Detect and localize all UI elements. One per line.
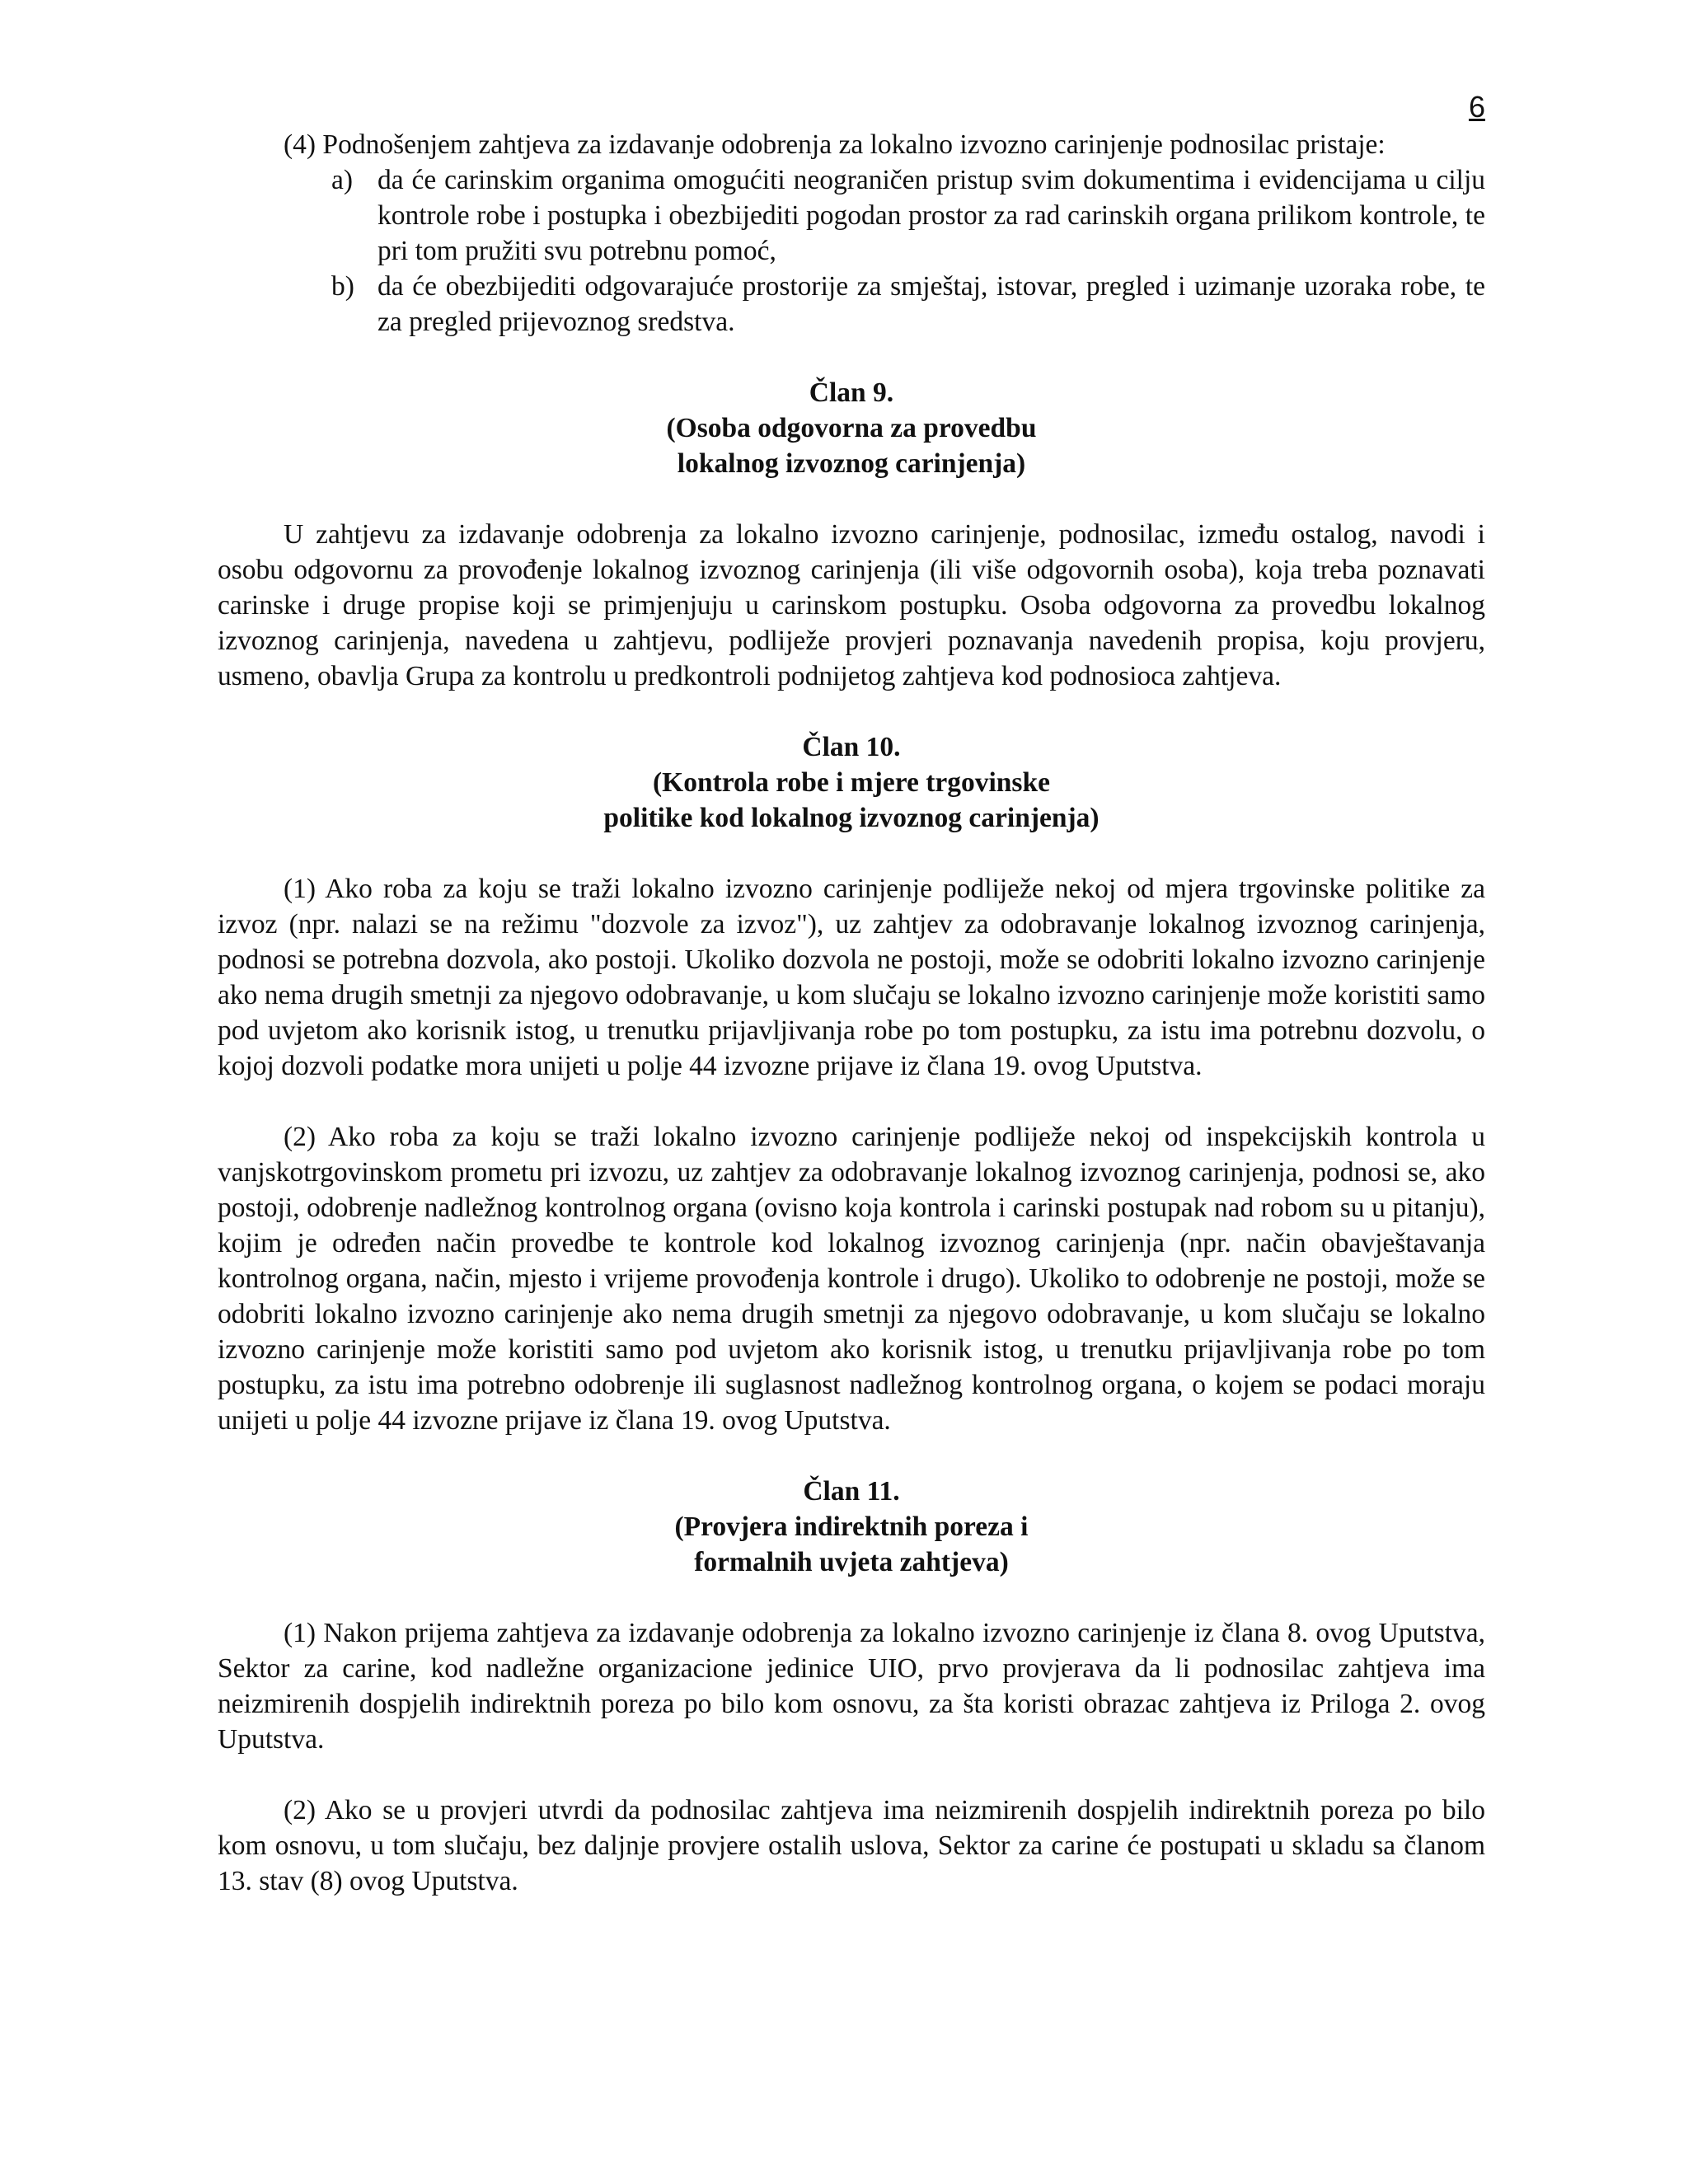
article-title-line: (Kontrola robe i mjere trgovinske [653, 767, 1050, 798]
article-11-paragraph-1: (1) Nakon prijema zahtjeva za izdavanje odobrenja za lokalno izvozno carinjenje iz člana 8. ovog Uputstva, Sektor za carine, kod nadležne organizacione jedinice UIO, prvo provjerava da li podnosilac zahtjeva ima neizmirenih dospjelih indirektnih poreza po bilo kom osnovu, za šta koristi obrazac zahtjeva iz Priloga 2. ovog Uputstva. [218, 1618, 1485, 1755]
intro-paragraph: (4) Podnošenjem zahtjeva za izdavanje odobrenja za lokalno izvozno carinjenje podnosilac pristaje: [284, 129, 1386, 160]
article-title-line: formalnih uvjeta zahtjeva) [694, 1547, 1009, 1577]
article-11-heading [218, 1474, 1485, 1580]
article-title-line: lokalnog izvoznog carinjenja) [677, 448, 1026, 479]
article-number: Član 9. [809, 377, 894, 408]
article-9-heading [218, 375, 1485, 481]
list-item-text: da će carinskim organima omogućiti neograničen pristup svim dokumentima i evidencijama u cilju kontrole robe i postupka i obezbijediti pogodan prostor za rad carinskih organa prilikom kontrole, te pri tom pružiti svu potrebnu pomoć, [377, 165, 1485, 266]
article-9-paragraph: U zahtjevu za izdavanje odobrenja za lokalno izvozno carinjenje, podnosilac, između ostalog, navodi i osobu odgovornu za provođenje lokalnog izvoznog carinjenja (ili više odgovornih osoba), koja treba poznavati carinske i druge propise koji se primjenjuju u carinskom postupku. Osoba odgovorna za provedbu lokalnog izvoznog carinjenja, navedena u zahtjevu, podliježe provjeri poznavanja navedenih propisa, koju provjeru, usmeno, obavlja Grupa za kontrolu u predkontroli podnijetog zahtjeva kod podnosioca zahtjeva. [218, 519, 1485, 691]
page-number: 6 [1468, 90, 1485, 124]
article-10-heading [218, 729, 1485, 836]
article-title-line: (Osoba odgovorna za provedbu [666, 413, 1037, 443]
article-number: Član 10. [802, 732, 901, 762]
document-body [218, 127, 1485, 1899]
article-10-paragraph-1: (1) Ako roba za koju se traži lokalno izvozno carinjenje podliježe nekoj od mjera trgovinske politike za izvoz (npr. nalazi se na režimu "dozvole za izvoz"), uz zahtjev za odobravanje lokalnog izvoznog carinjenja, podnosi se potrebna dozvola, ako postoji. Ukoliko dozvola ne postoji, može se odobriti lokalno izvozno carinjenje ako nema drugih smetnji za njegovo odobravanje, u kom slučaju se lokalno izvozno carinjenje može koristiti samo pod uvjetom ako korisnik istog, u trenutku prijavljivanja robe po tom postupku, za istu ima potrebnu dozvolu, o kojoj dozvoli podatke mora unijeti u polje 44 izvozne prijave iz člana 19. ovog Uputstva. [218, 874, 1485, 1081]
list-item [331, 269, 1485, 340]
intro-list [218, 162, 1485, 340]
article-title-line: (Provjera indirektnih poreza i [674, 1511, 1029, 1542]
article-11-paragraph-2: (2) Ako se u provjeri utvrdi da podnosilac zahtjeva ima neizmirenih dospjelih indirektnih poreza po bilo kom osnovu, u tom slučaju, bez daljnje provjere ostalih uslova, Sektor za carine će postupati u skladu sa članom 13. stav (8) ovog Uputstva. [218, 1795, 1485, 1896]
list-marker: b) [331, 271, 354, 302]
list-item [331, 162, 1485, 269]
list-marker: a) [331, 165, 354, 195]
article-10-paragraph-2: (2) Ako roba za koju se traži lokalno izvozno carinjenje podliježe nekoj od inspekcijskih kontrola u vanjskotrgovinskom prometu pri izvozu, uz zahtjev za odobravanje lokalnog izvoznog carinjenja, podnosi se, ako postoji, odobrenje nadležnog kontrolnog organa (ovisno koja kontrola i carinski postupak nad robom su u pitanju), kojim je određen način provedbe te kontrole kod lokalnog izvoznog carinjenja (npr. način obavještavanja kontrolnog organa, način, mjesto i vrijeme provođenja kontrole i drugo). Ukoliko to odobrenje ne postoji, može se odobriti lokalno izvozno carinjenje ako nema drugih smetnji za njegovo odobravanje, u kom slučaju se lokalno izvozno carinjenje može koristiti samo pod uvjetom ako korisnik istog, u trenutku prijavljivanja robe po tom postupku, za istu ima potrebno odobrenje ili suglasnost nadležnog kontrolnog organa, o kojem se podaci moraju unijeti u polje 44 izvozne prijave iz člana 19. ovog Uputstva. [218, 1122, 1485, 1436]
article-title-line: politike kod lokalnog izvoznog carinjenja) [603, 803, 1100, 833]
list-item-text: da će obezbijediti odgovarajuće prostorije za smještaj, istovar, pregled i uzimanje uzoraka robe, te za pregled prijevoznog sredstva. [377, 271, 1485, 337]
article-number: Član 11. [803, 1476, 900, 1507]
